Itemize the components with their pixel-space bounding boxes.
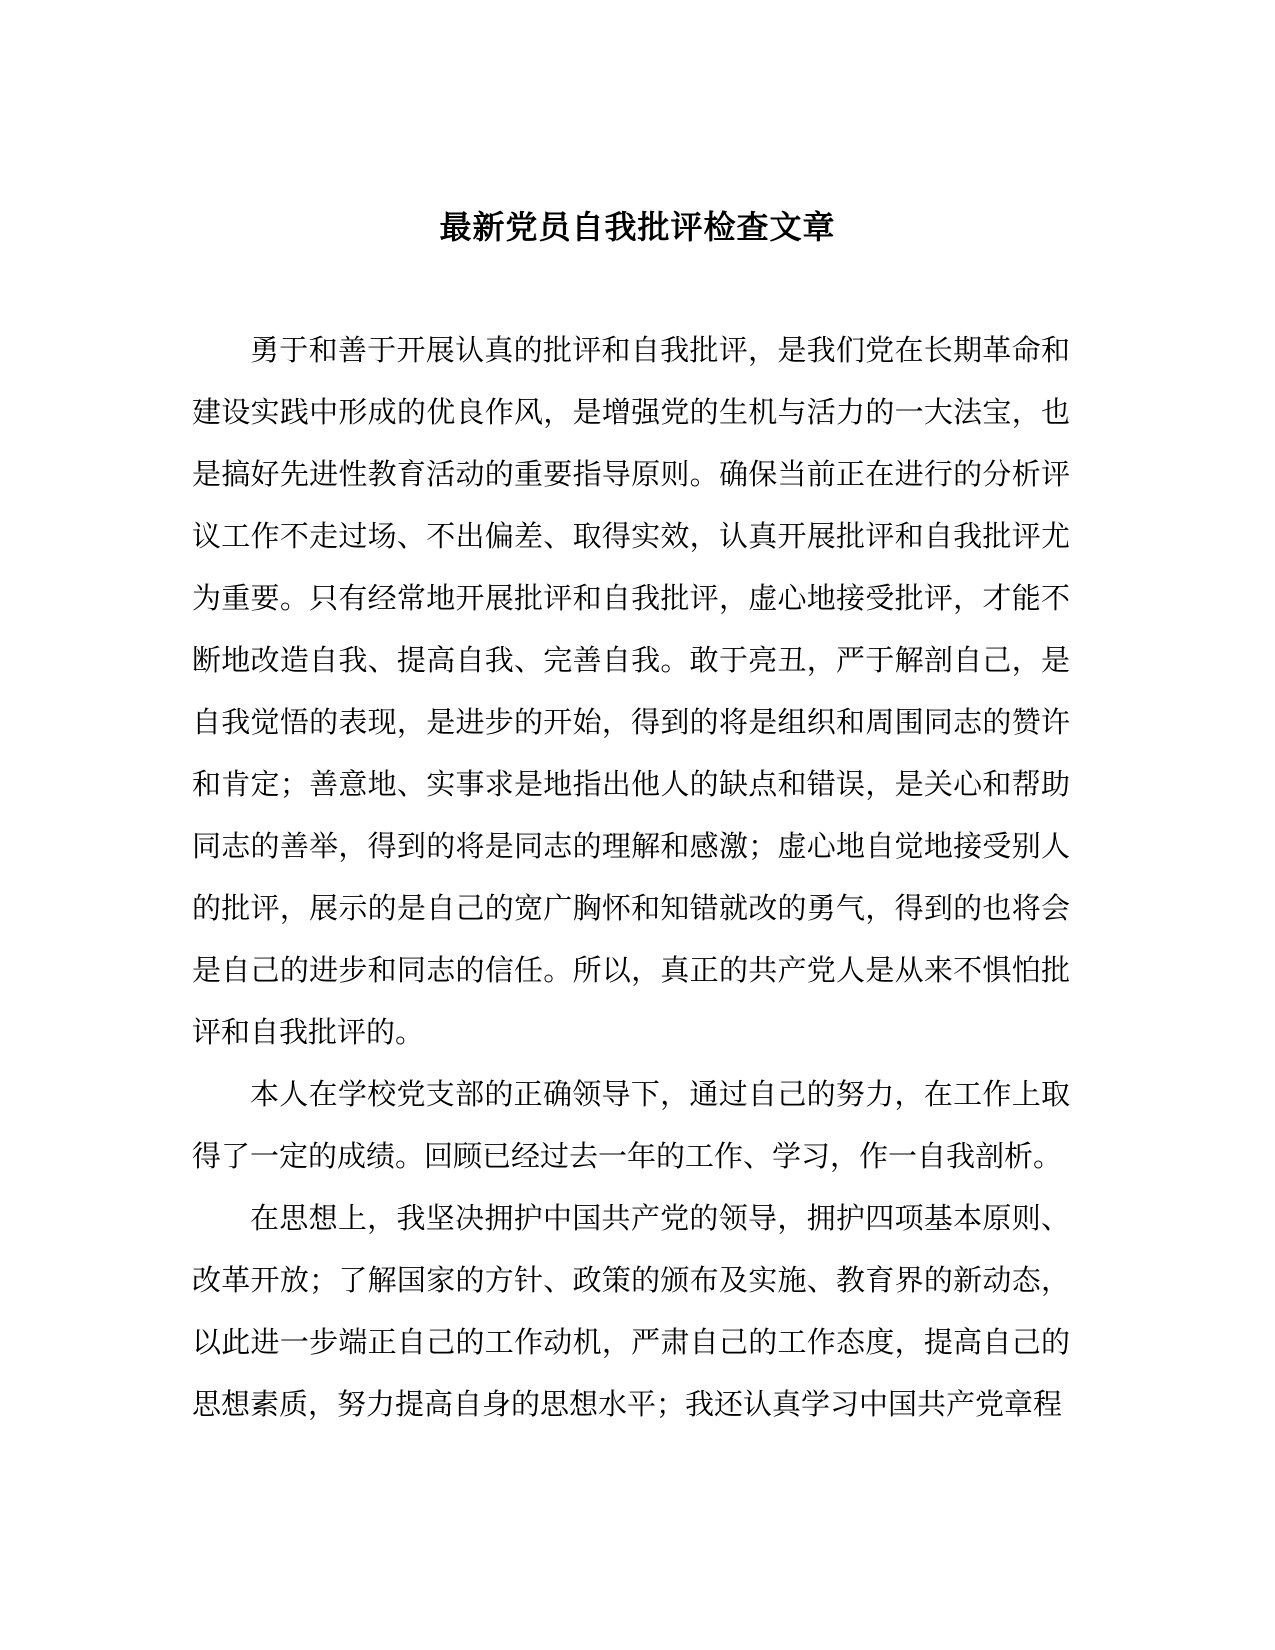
document-title: 最新党员自我批评检查文章 <box>439 209 836 245</box>
paragraph-1: 勇于和善于开展认真的批评和自我批评，是我们党在长期革命和建设实践中形成的优良作风，是增强党的生机与活力的一大法宝，也是搞好先进性教育活动的重要指导原则。确保当前正在进行的分析评议工作不走过场、不出偏差、取得实效，认真开展批评和自我批评尤为重要。只有经常地开展批评和自我批评，虚心地接受批评，才能不断地改造自我、提高自我、完善自我。敢于亮丑，严于解剖自己，是自我觉悟的表现，是进步的开始，得到的将是组织和周围同志的赞许和肯定；善意地、实事求是地指出他人的缺点和错误，是关心和帮助同志的善举，得到的将是同志的理解和感激；虚心地自觉地接受别人的批评，展示的是自己的宽广胸怀和知错就改的勇气，得到的也将会是自己的进步和同志的信任。所以，真正的共产党人是从来不惧怕批评和自我批评的。 <box>192 335 1070 1049</box>
document-body <box>192 320 1070 1436</box>
paragraph-3: 在思想上，我坚决拥护中国共产党的领导，拥护四项基本原则、改革开放；了解国家的方针、政策的颁布及实施、教育界的新动态，以此进一步端正自己的工作动机，严肃自己的工作态度，提高自己的思想素质，努力提高自身的思想水平；我还认真学习中国共产党章程 <box>192 1203 1070 1421</box>
paragraph-2: 本人在学校党支部的正确领导下，通过自己的努力，在工作上取得了一定的成绩。回顾已经过去一年的工作、学习，作一自我剖析。 <box>192 1079 1070 1173</box>
